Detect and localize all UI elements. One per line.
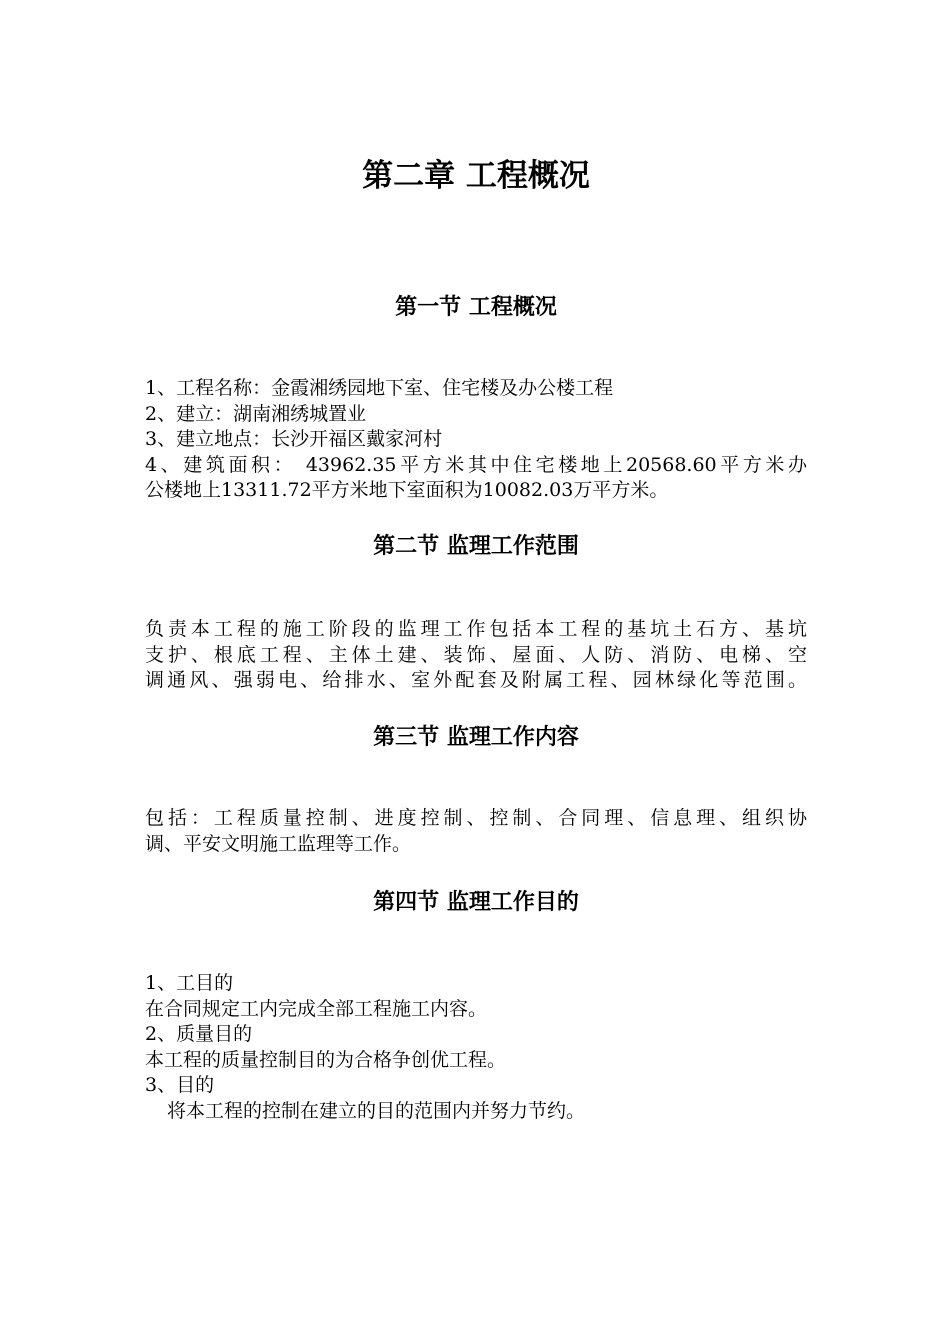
body-line: 公楼地上13311.72平方米地下室面积为10082.03万平方米。 bbox=[145, 479, 669, 502]
body-line: 1、工程名称：金霞湘绣园地下室、住宅楼及办公楼工程 bbox=[145, 377, 614, 399]
section-4-body bbox=[145, 971, 807, 1125]
section-title-1: 第一节 工程概况 bbox=[395, 295, 557, 320]
body-line: 在合同规定工内完成全部工程施工内容。 bbox=[145, 997, 488, 1020]
body-line: 3、目的 bbox=[145, 1074, 215, 1097]
section-1-body bbox=[145, 376, 807, 504]
body-line: 4、建筑面积： 43962.35平方米其中住宅楼地上20568.60平方米办 bbox=[145, 453, 807, 476]
section-title-3: 第三节 监理工作内容 bbox=[373, 725, 579, 750]
section-2-body bbox=[145, 617, 807, 694]
section-title-2: 第二节 监理工作范围 bbox=[373, 534, 579, 559]
body-line: 负责本工程的施工阶段的监理工作包括本工程的基坑土石方、基坑 bbox=[145, 618, 807, 640]
body-line: 1、工目的 bbox=[145, 972, 234, 994]
body-line: 调通风、强弱电、给排水、室外配套及附属工程、园林绿化等范围。 bbox=[145, 669, 807, 692]
section-title-4: 第四节 监理工作目的 bbox=[373, 890, 579, 915]
body-line: 包括：工程质量控制、进度控制、控制、合同理、信息理、组织协 bbox=[145, 807, 807, 829]
body-line: 支护、根底工程、主体土建、装饰、屋面、人防、消防、电梯、空 bbox=[145, 643, 807, 666]
body-line: 2、质量目的 bbox=[145, 1023, 253, 1046]
chapter-title: 第二章 工程概况 bbox=[362, 158, 590, 194]
document-page bbox=[145, 0, 807, 1344]
body-line: 调、平安文明施工监理等工作。 bbox=[145, 832, 412, 855]
body-line: 将本工程的控制在建立的目的范围内并努力节约。 bbox=[167, 1099, 586, 1122]
body-line: 2、建立：湖南湘绣城置业 bbox=[145, 402, 367, 425]
section-3-body bbox=[145, 806, 807, 857]
body-line: 本工程的质量控制目的为合格争创优工程。 bbox=[145, 1048, 507, 1071]
body-line: 3、建立地点：长沙开福区戴家河村 bbox=[145, 428, 443, 451]
